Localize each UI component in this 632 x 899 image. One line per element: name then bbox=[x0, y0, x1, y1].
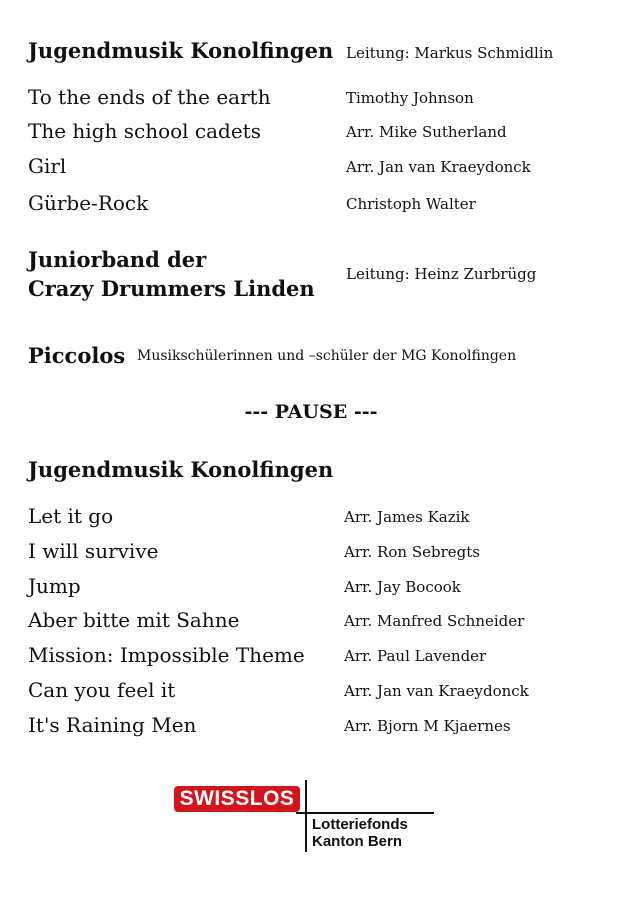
piece-credit: Arr. Bjorn M Kjaernes bbox=[344, 717, 511, 735]
piece-title: Gürbe-Rock bbox=[28, 191, 149, 215]
piece-credit: Arr. Jan van Kraeydonck bbox=[346, 158, 531, 176]
piece-title: The high school cadets bbox=[28, 119, 261, 143]
section-title-juniorband-line1: Juniorband der bbox=[28, 247, 207, 272]
lotteriefonds-line1: Lotteriefonds bbox=[312, 816, 408, 833]
logo-divider-horizontal bbox=[296, 812, 434, 814]
lotteriefonds-text bbox=[312, 816, 408, 850]
piece-credit: Arr. Jay Bocook bbox=[344, 578, 461, 596]
piece-title: Mission: Impossible Theme bbox=[28, 643, 305, 667]
piece-title: Jump bbox=[28, 574, 81, 598]
piece-credit: Christoph Walter bbox=[346, 195, 476, 213]
piece-credit: Arr. James Kazik bbox=[344, 508, 470, 526]
piece-title: Aber bitte mit Sahne bbox=[28, 608, 240, 632]
piece-title: To the ends of the earth bbox=[28, 85, 271, 109]
section-title-jugendmusik-2: Jugendmusik Konolfingen bbox=[28, 457, 334, 482]
piece-title: Let it go bbox=[28, 504, 114, 528]
piece-credit: Arr. Manfred Schneider bbox=[344, 612, 525, 630]
piece-credit: Timothy Johnson bbox=[346, 89, 474, 107]
section-description: Musikschülerinnen und –schüler der MG Konolfingen bbox=[137, 348, 517, 364]
section-title-jugendmusik: Jugendmusik Konolfingen bbox=[28, 38, 334, 63]
pause-heading: --- PAUSE --- bbox=[244, 401, 378, 423]
section-leader: Leitung: Markus Schmidlin bbox=[346, 44, 554, 62]
section-leader: Leitung: Heinz Zurbrügg bbox=[346, 265, 537, 283]
swisslos-brand: SWISSLOS bbox=[179, 787, 295, 810]
section-title-piccolos: Piccolos bbox=[28, 343, 126, 368]
piece-credit: Arr. Paul Lavender bbox=[344, 647, 487, 665]
piece-title: Girl bbox=[28, 154, 67, 178]
piece-credit: Arr. Mike Sutherland bbox=[346, 123, 507, 141]
piece-title: I will survive bbox=[28, 539, 159, 563]
piece-credit: Arr. Jan van Kraeydonck bbox=[344, 682, 529, 700]
piece-title: Can you feel it bbox=[28, 678, 176, 702]
piece-title: It's Raining Men bbox=[28, 713, 197, 737]
logo-divider-vertical bbox=[305, 780, 307, 852]
piece-credit: Arr. Ron Sebregts bbox=[344, 543, 480, 561]
lotteriefonds-line2: Kanton Bern bbox=[312, 833, 402, 850]
section-title-juniorband-line2: Crazy Drummers Linden bbox=[28, 276, 315, 301]
